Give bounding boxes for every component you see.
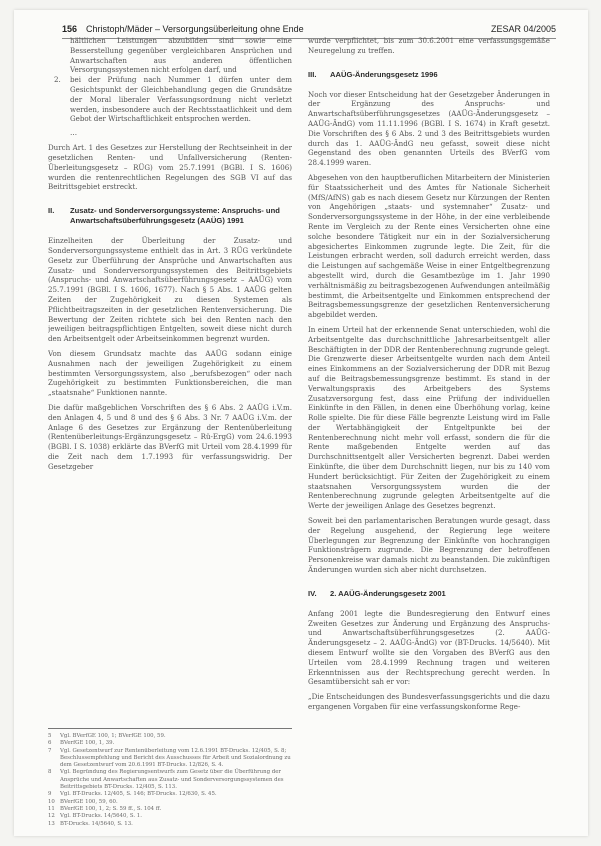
paragraph: Soweit bei den parlamentarischen Beratungen wurde gesagt, dass der Regelung ausgehend, der Regierung lege weitere Überlegungen zur Begrenzung der Einkünfte von hochrangigen Funktionsträgern zugrunde. Die Begrenzung der betroffenen Personenkreise war damals nicht zu beanstanden. Die zukünftigen Änderungen wurden sich aber nicht durchsetzen.	[308, 516, 550, 575]
footnote-text: Vgl. Gesetzentwurf zur Rentenüberleitung vom 12.6.1991 BT-Drucks. 12/405, S. 8; Beschlussempfehlung und Bericht des Ausschusses für Arbeit und Sozialordnung zu dem Gesetzentwurf vom 20.6.1991 BT-Drucks. 12/826, S. 4.	[60, 747, 291, 769]
footnote-number: 9	[48, 791, 52, 798]
footnote-number: 12	[48, 813, 55, 820]
footnote-number: 10	[48, 798, 55, 805]
right-column	[308, 36, 550, 816]
paragraph-continuation: wurde verpflichtet, bis zum 30.6.2001 eine verfassungsgemäße Neuregelung zu treffen.	[308, 36, 550, 55]
footnote-text: Vgl. BT-Drucks. 12/405, S. 146; BT-Drucks. 12/630, S. 45.	[60, 791, 217, 798]
list-item	[48, 75, 292, 124]
footnote	[48, 821, 292, 828]
footnote-text: BVerfGE 100, 1, 2; S. 59 ff., S. 104 ff.	[60, 805, 162, 812]
paragraph: Einzelheiten der Überleitung der Zusatz- und Sonderversorgungssysteme enthielt das in Art. 3 RÜG verkündete Gesetz zur Überführung der Ansprüche und Anwartschaften aus Zusatz- und Sonderversorgungssystemen des Beitrittsgebiets (Anspruchs- und Anwartschaftsüberführungsgesetz – AAÜG) vom 25.7.1991 (BGBl. I S. 1606, 1677). Nach § 5 Abs. 1 AAÜG gelten Zeiten der Zugehörigkeit zu diesen Systemen als Pflichtbeitragszeiten in der gesetzlichen Rentenversicherung. Die Bewertung der Zeiten richtete sich bei den Renten nach den jeweiligen beitragspflichtigen Entgelten, soweit diese nicht durch den Arbeitsentgelt oder Arbeitseinkommen begrenzt wurden.	[48, 236, 292, 344]
footnote-text: Vgl. BT-Drucks. 14/5640, S. 1.	[60, 813, 142, 820]
section-number: IV.	[308, 588, 317, 598]
footnote-text: BVerfGE 100, 1, 39.	[60, 740, 115, 747]
list-number: 2.	[54, 75, 61, 85]
paragraph: „Die Entscheidungen des Bundesverfassungsgerichts und die dazu ergangenen Vorgaben für eine verfassungskonforme Rege-	[308, 692, 550, 712]
paragraph: Durch Art. 1 des Gesetzes zur Herstellung der Rechtseinheit in der gesetzlichen Renten- und Unfallversicherung (Renten-Überleitungsgesetz – RÜG) vom 25.7.1991 (BGBl. I S. 1606) wurden die rentenrechtlichen Regelungen des SGB VI auf das Beitrittsgebiet erstreckt.	[48, 143, 292, 192]
footnote-number: 5	[48, 733, 52, 739]
paragraph: Anfang 2001 legte die Bundesregierung den Entwurf eines Zweiten Gesetzes zur Änderung und Ergänzung des Anspruchs- und Anwartschaftsüberführungsgesetzes (2. AAÜG-Änderungsgesetz – 2. AAÜG-ÄndG) vor (BT-Drucks. 14/5640). Mit diesem Entwurf wollte sie den Vorgaben des BVerfG aus den Urteilen vom 28.4.1999 Rechnung tragen und weiteren Erkenntnissen aus der Rechtsprechung gerecht werden. In Gesamtübersicht sah er vor:	[308, 608, 550, 687]
footnote-number: 6	[48, 740, 52, 747]
page-number: 156	[62, 24, 78, 34]
paragraph: Die dafür maßgeblichen Vorschriften des § 6 Abs. 2 AAÜG i.V.m. den Anlagen 4, 5 und 8 und des § 6 Abs. 3 Nr. 7 AAÜG i.V.m. der Anlage 6 des Gesetzes zur Ergänzung der Rentenüberleitung (Rentenüberleitungs-Ergänzungsgesetz – Rü-ErgG) vom 24.6.1993 (BGBl. I S. 1038) erklärte das BVerfG mit Urteil vom 28.4.1999 für die Zeit nach dem 1.7.1993 für verfassungswidrig. Der Gesetzgeber	[48, 402, 292, 471]
footnote	[48, 813, 292, 820]
footnote-number: 8	[48, 769, 52, 776]
paragraph-continuation: hältlichen Leistungen abzubilden sind sowie eine Besserstellung gegenüber vergleichbaren Ansprüchen und Anwartschaften aus anderen öffentlichen Versorgungssystemen nicht erfolgen darf, und	[70, 36, 292, 75]
paragraph: Von diesem Grundsatz machte das AAÜG sodann einige Ausnahmen nach der jeweiligen Zugehörigkeit zu einem bestimmten Versorgungssystem, also „berufsbezogen“ oder nach Zugehörigkeit zu bestimmten Funktionsbereichen, die man „staatsnahe“ Funktionen nannte.	[48, 348, 292, 398]
footnote-text: BVerfGE 100, 59, 60.	[60, 798, 118, 805]
footnote	[48, 806, 292, 813]
footnote-number: 7	[48, 747, 52, 754]
left-column	[48, 36, 292, 781]
running-title: Christoph/Mäder – Versorgungsüberleitung ohne Ende	[86, 24, 304, 34]
footnote	[48, 740, 292, 747]
journal-reference: ZESAR 04/2005	[490, 24, 556, 34]
footnote-text: BT-Drucks. 14/5640, S. 13.	[60, 820, 133, 827]
footnote-number: 13	[48, 820, 55, 827]
section-heading	[308, 70, 550, 80]
footnote-text: Vgl. BVerfGE 100, 1; BVerfGE 100, 59.	[60, 733, 166, 739]
paragraph: In einem Urteil hat der erkennende Senat unterschieden, wohl die Arbeitsentgelte das durchschnittliche Jahresarbeitsentgelt aller Beschäftigten in der DDR der Rentenberechnung zugrunde gelegt. Die Grenzwerte dieser Arbeitsentgelte wurden nach dem Anteil eines Einkommens an der Sozialversicherung der DDR mit Bezug auf die Beitragsbemessungsgrenze bestimmt. Es stand in der Verwaltungspraxis des Arbeitgebers des Systems Zusatzversorgung fest, dass eine Prüfung der individuellen Einkünfte in den Fällen, in denen eine Überhöhung vorlag, keine Rolle spielte. Die für diese Fälle begrenzte Leistung wird im Falle der Wertabhängigkeit der Entgeltpunkte bei der Rentenberechnung nicht mehr voll erfasst, sondern die für die Rente maßgebenden Entgelte werden auf das Durchschnittsentgelt aller Versicherten begrenzt. Dabei werden Einkünfte, die über dem Durchschnitt liegen, nur bis zu 140 vom Hundert berücksichtigt. Für Zeiten der Zugehörigkeit zu einem staatsnahen Versorgungssystem wurden die der Rentenberechnung zugrunde gelegten Arbeitsentgelte auf die Werte der jeweiligen Anlage des Gesetzes begrenzt.	[308, 324, 550, 511]
footnotes	[48, 728, 292, 828]
ellipsis-line: …	[70, 128, 78, 138]
section-heading	[308, 589, 550, 599]
footnote	[48, 799, 292, 806]
section-number: III.	[308, 69, 317, 79]
list-text: bei der Prüfung nach Nummer 1 dürfen unter dem Gesichtspunkt der Gleichbehandlung gegen die Grundsätze der Moral liberaler Verfassungsordnung nicht verletzt werden, insbesondere auch der Rechtsstaatlichkeit und dem Gebot der Wirtschaftlichkeit entsprochen werden.	[70, 75, 292, 124]
footnote-text: Vgl. Begründung des Regierungsentwurfs zum Gesetz über die Überführung der Ansprüche und Anwartschaften aus Zusatz- und Sonderversorgungssystemen des Beitrittsgebiets BT-Drucks. 12/405, S. 113.	[60, 769, 284, 791]
paragraph: Noch vor dieser Entscheidung hat der Gesetzgeber Änderungen in der Ergänzung des Anspruchs- und Anwartschaftsüberführungsgesetzes (AAÜG-Änderungsgesetz – AAÜG-ÄndG) vom 11.11.1996 (BGBl. I S. 1674) in Kraft gesetzt. Die Vorschriften des § 6 Abs. 2 und 3 des Beitrittsgebiets wurden durch das 1. AAÜG-ÄndG neu gefasst, soweit diese nicht Gegenstand des oben genannten Urteils des BVerfG vom 28.4.1999 waren.	[308, 89, 550, 168]
section-title: AAÜG-Änderungsgesetz 1996	[330, 69, 438, 79]
section-number: II.	[48, 206, 55, 216]
section-title: 2. AAÜG-Änderungsgesetz 2001	[330, 588, 446, 598]
section-heading	[48, 206, 292, 226]
footnote-number: 11	[48, 805, 55, 812]
footnote	[48, 769, 292, 791]
section-title: Zusatz- und Sonderversorgungssysteme: Anspruchs- und Anwartschaftsüberführungsgesetz (AAÜG) 1991	[70, 206, 280, 226]
footnote	[48, 748, 292, 770]
paragraph: Abgesehen von den hauptberuflichen Mitarbeitern der Ministerien für Staatssicherheit und des Amtes für Nationale Sicherheit (MfS/AfNS) gab es nach diesem Gesetz nur Kürzungen der Renten von Angehörigen „staats- und systemnaher“ Zusatz- und Sonderversorgungssysteme in der Höhe, in der eine verbleibende Rente im Vergleich zu der Rente eines Versicherten ohne eine solche besondere Tätigkeit nur ein in der Sozialversicherung abgesichertes Einkommen zugrunde legte. Die Zeit, für die Leistungen erbracht werden, soll dadurch erreicht werden, dass die Leistungen auf sachgemäße Weise in einer Entgeltbegrenzung abgestellt wird, durch die Gesamtbezüge im 1. Jahr 1990 verhältnismäßig zu beitragsbezogenen Aufwendungen anteilmäßig bestimmt, die Arbeitsentgelte und Einkommen entsprechend der Beitragsbemessungsgrenze der gesetzlichen Rentenversicherung abgebildet werden.	[308, 172, 550, 320]
footnote	[48, 733, 292, 740]
footnote	[48, 791, 292, 798]
